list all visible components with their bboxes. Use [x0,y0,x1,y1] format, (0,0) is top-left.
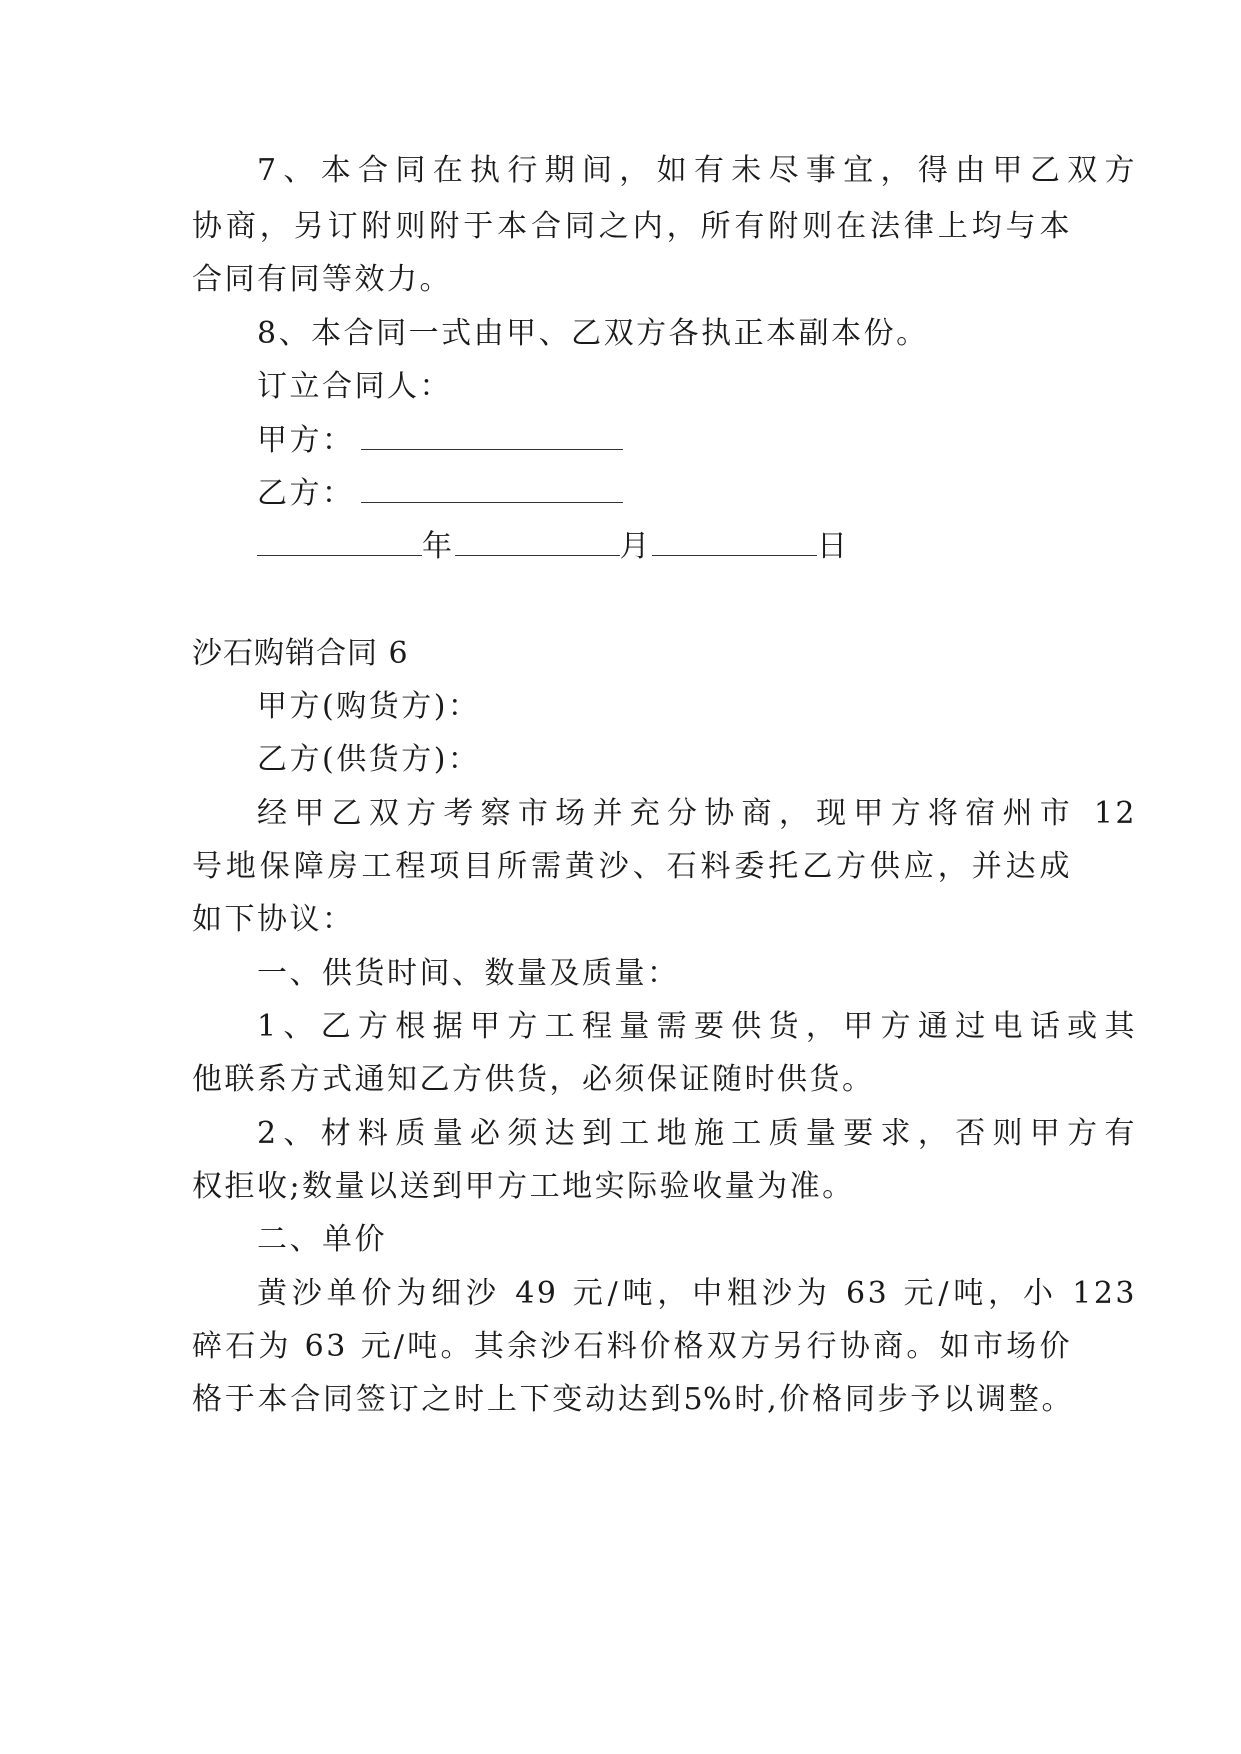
party-a-signature-line [257,421,1137,461]
price-line-2: 碎石为 63 元/吨。其余沙石料价格双方另行协商。如市场价 [192,1329,1072,1364]
clause-7-line-1: 7、本合同在执行期间，如有未尽事宜，得由甲乙双方 [257,153,1137,188]
intro-line-1: 经甲乙双方考察市场并充分协商，现甲方将宿州市 12 [257,796,1137,831]
party-b-label: 乙方： [257,476,355,511]
party-b-signature-line [257,474,1137,514]
party-b-blank [361,478,623,503]
price-line-3: 格于本合同签订之时上下变动达到5%时,价格同步予以调整。 [192,1382,1072,1417]
contract-6-title: 沙石购销合同 6 [192,636,409,671]
buyer-label: 甲方(购货方)： [257,689,481,724]
item-2-line-2: 权拒收;数量以送到甲方工地实际验收量为准。 [192,1169,855,1204]
item-2-line-1: 2、材料质量必须达到工地施工质量要求，否则甲方有 [257,1116,1137,1151]
clause-7-line-2: 协商，另订附则附于本合同之内，所有附则在法律上均与本 [192,209,1072,244]
year-blank [257,531,422,556]
day-label: 日 [817,529,850,564]
day-blank [652,531,817,556]
supplier-label: 乙方(供货方)： [257,742,481,777]
clause-8: 8、本合同一式由甲、乙双方各执正本副本份。 [257,316,929,351]
item-1-line-1: 1、乙方根据甲方工程量需要供货，甲方通过电话或其 [257,1009,1137,1044]
intro-line-2: 号地保障房工程项目所需黄沙、石料委托乙方供应，并达成 [192,849,1072,884]
item-1-line-2: 他联系方式通知乙方供货，必须保证随时供货。 [192,1062,875,1097]
party-a-label: 甲方： [257,423,355,458]
price-line-1: 黄沙单价为细沙 49 元/吨，中粗沙为 63 元/吨，小 123 [257,1276,1137,1311]
party-a-blank [361,425,623,450]
intro-line-3: 如下协议： [192,902,355,937]
signatory-label: 订立合同人： [257,369,452,404]
month-label: 月 [619,529,652,564]
month-blank [455,531,620,556]
date-line [257,527,1137,567]
section-2-heading: 二、单价 [257,1222,387,1257]
year-label: 年 [422,529,455,564]
section-1-heading: 一、供货时间、数量及质量： [257,956,680,991]
clause-7-line-3: 合同有同等效力。 [192,262,452,297]
